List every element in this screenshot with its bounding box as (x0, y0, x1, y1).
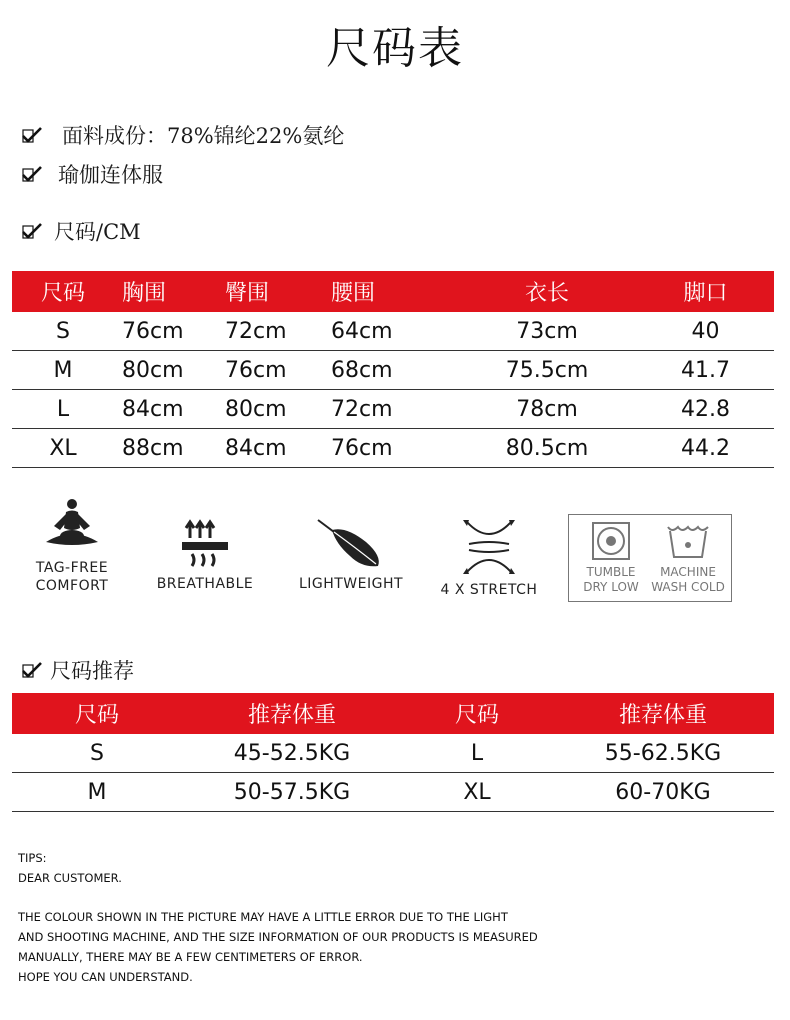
cell: 80cm (114, 351, 225, 390)
cell: 73cm (457, 312, 637, 351)
tag-free-label-2: COMFORT (35, 578, 109, 594)
tips-section (18, 848, 538, 987)
cell: 41.7 (637, 351, 774, 390)
cell: 76cm (225, 351, 331, 390)
cell: 64cm (331, 312, 457, 351)
size-unit-text: 尺码/CM (54, 220, 141, 244)
header-weight: 推荐体重 (618, 703, 707, 728)
tips-line: HOPE YOU CAN UNDERSTAND. (18, 970, 193, 984)
cell: 76cm (331, 429, 457, 468)
tumble-dry-icon (591, 521, 631, 561)
header-cuff: 脚口 (683, 281, 728, 306)
page-title: 尺码表 (326, 23, 464, 74)
table-row (12, 773, 774, 812)
table-row (12, 390, 774, 429)
recommend-table-header (12, 693, 774, 734)
cell: 80.5cm (457, 429, 637, 468)
cell: 55-62.5KG (552, 734, 774, 773)
care-instructions-box (568, 514, 732, 602)
header-waist: 腰围 (331, 281, 376, 306)
feature-breathable (150, 518, 260, 594)
cell: 76cm (114, 312, 225, 351)
feature-lightweight (292, 518, 410, 594)
cell: 68cm (331, 351, 457, 390)
feather-icon (316, 518, 386, 570)
size-table (12, 271, 774, 468)
checkmark-icon (22, 165, 42, 183)
fabric-line (22, 120, 344, 150)
recommend-table (12, 693, 774, 812)
machine-label-2: WASH COLD (651, 580, 725, 594)
tumble-dry-item (575, 521, 647, 595)
cell: 72cm (331, 390, 457, 429)
cell: M (12, 351, 114, 390)
header-length: 衣长 (524, 281, 569, 306)
cell: 42.8 (637, 390, 774, 429)
cell: 75.5cm (457, 351, 637, 390)
header-size: 尺码 (40, 281, 85, 306)
tips-line: AND SHOOTING MACHINE, AND THE SIZE INFORMATION OF OUR PRODUCTS IS MEASURED (18, 930, 538, 944)
tips-heading: TIPS: (18, 851, 47, 865)
fabric-text: 面料成份：78%锦纶22%氨纶 (62, 124, 345, 148)
cell: 78cm (457, 390, 637, 429)
feature-icons (0, 494, 790, 606)
cell: 50-57.5KG (182, 773, 402, 812)
cell: 44.2 (637, 429, 774, 468)
header-hip: 臀围 (225, 281, 270, 306)
checkmark-icon (22, 222, 42, 240)
cell: 80cm (225, 390, 331, 429)
size-table-header (12, 271, 774, 312)
recommend-line (22, 655, 134, 685)
header-weight: 推荐体重 (247, 703, 336, 728)
tumble-label-2: DRY LOW (583, 580, 639, 594)
table-row (12, 734, 774, 773)
feature-tag-free (22, 496, 122, 596)
machine-wash-item (649, 521, 727, 595)
cell: XL (12, 429, 114, 468)
feature-stretch (434, 518, 544, 600)
cell: 60-70KG (552, 773, 774, 812)
size-unit-line (22, 216, 141, 246)
table-row (12, 351, 774, 390)
machine-label-1: MACHINE (660, 565, 716, 579)
tag-free-label-1: TAG-FREE (35, 560, 109, 576)
cell: 84cm (114, 390, 225, 429)
stretch-arrows-icon (459, 518, 519, 576)
stretch-label: 4 X STRETCH (440, 582, 538, 598)
cell: 45-52.5KG (182, 734, 402, 773)
table-row (12, 429, 774, 468)
product-line (22, 159, 163, 189)
header-size: 尺码 (74, 703, 119, 728)
cell: M (12, 773, 182, 812)
checkmark-icon (22, 126, 42, 144)
lightweight-label: LIGHTWEIGHT (298, 576, 404, 592)
cell: XL (402, 773, 552, 812)
cell: 40 (637, 312, 774, 351)
tips-line: THE COLOUR SHOWN IN THE PICTURE MAY HAVE A LITTLE ERROR DUE TO THE LIGHT (18, 910, 508, 924)
breathable-label: BREATHABLE (156, 576, 254, 592)
cell: 88cm (114, 429, 225, 468)
header-chest: 胸围 (122, 281, 167, 306)
cell: S (12, 312, 114, 351)
product-text: 瑜伽连体服 (58, 163, 163, 187)
recommend-text: 尺码推荐 (50, 659, 134, 683)
cell: L (12, 390, 114, 429)
tumble-label-1: TUMBLE (586, 565, 636, 579)
table-row (12, 312, 774, 351)
cell: L (402, 734, 552, 773)
header-size: 尺码 (454, 703, 499, 728)
tips-greeting: DEAR CUSTOMER. (18, 871, 122, 885)
machine-wash-icon (666, 521, 710, 561)
tips-spacer (18, 888, 538, 907)
breathable-icon (180, 518, 230, 570)
checkmark-icon (22, 661, 42, 679)
yoga-pose-icon (42, 496, 102, 554)
cell: 72cm (225, 312, 331, 351)
cell: 84cm (225, 429, 331, 468)
tips-line: MANUALLY, THERE MAY BE A FEW CENTIMETERS OF ERROR. (18, 950, 363, 964)
cell: S (12, 734, 182, 773)
